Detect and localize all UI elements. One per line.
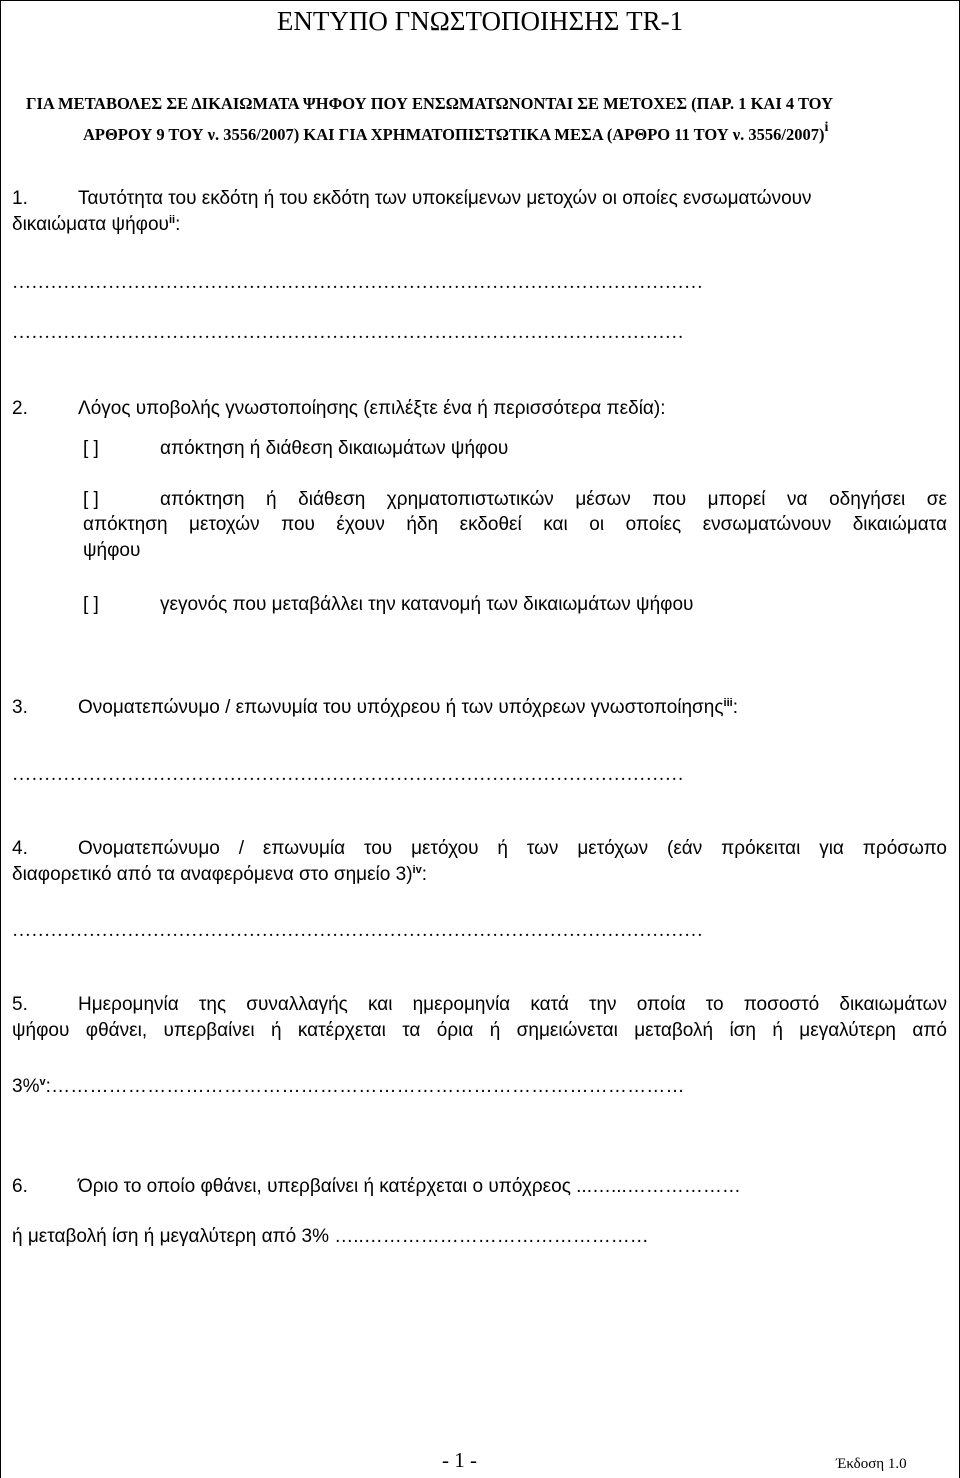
section-1-line1	[12, 188, 812, 210]
section-5-threshold: 3%	[12, 1076, 40, 1097]
section-1-line2	[12, 214, 180, 236]
section-1-fill-line1[interactable]: ………………………………………………………………………………………………	[12, 272, 704, 293]
option-1-label: απόκτηση ή διάθεση δικαιωμάτων ψήφου	[160, 438, 509, 459]
section-2-heading	[12, 398, 666, 420]
form-subtitle-line1: ΓΙΑ ΜΕΤΑΒΟΛΕΣ ΣΕ ΔΙΚΑΙΩΜΑΤΑ ΨΗΦΟΥ ΠΟΥ ΕΝΣΩΜΑΤΩΝΟΝΤΑΙ ΣΕ ΜΕΤΟΧΕΣ (ΠΑΡ. 1 ΚΑΙ 4 ΤΟΥ	[26, 94, 833, 113]
checkbox-option-3[interactable]: [ ]	[83, 594, 99, 615]
section-3-colon: :	[732, 697, 738, 718]
section-5-line1	[12, 994, 947, 1016]
section-4-fill-line[interactable]: ………………………………………………………………………………………………	[12, 920, 704, 941]
option-3-label: γεγονός που μεταβάλλει την κατανομή των δικαιωμάτων ψήφου	[160, 594, 694, 615]
endnote-ref-iv: iv	[412, 864, 422, 876]
section-3-number: 3.	[12, 697, 28, 718]
section-6-line1	[12, 1176, 741, 1198]
section-5-line2: ψήφου φθάνει, υπερβαίνει ή κατέρχεται τα όρια ή σημειώνεται μεταβολή ίση ή μεγαλύτερη από	[12, 1020, 947, 1041]
section-3-heading	[12, 697, 738, 719]
section-4-line2	[12, 864, 427, 886]
section-1-text-cont: δικαιώματα ψήφου	[12, 214, 169, 235]
section-4-text-cont: διαφορετικό από τα αναφερόμενα στο σημείο 3)	[12, 864, 413, 885]
section-1-number: 1.	[12, 188, 28, 209]
section-4-number: 4.	[12, 838, 28, 859]
endnote-ref-ii: ii	[168, 214, 176, 226]
form-subtitle-line2	[83, 120, 829, 145]
version-label: Έκδοση 1.0	[836, 1456, 907, 1472]
option-2-label-line1: απόκτηση ή διάθεση χρηματοπιστωτικών μέσων που μπορεί να οδηγήσει σε	[160, 489, 947, 510]
checkbox-option-2[interactable]: [ ]	[83, 489, 99, 510]
endnote-ref-iii: iii	[723, 697, 733, 709]
page-number: - 1 -	[442, 1448, 477, 1472]
section-3-text: Ονοματεπώνυμο / επωνυμία του υπόχρεου ή των υπόχρεων γνωστοποίησης	[78, 697, 724, 718]
option-2-label-line2: απόκτηση μετοχών που έχουν ήδη εκδοθεί και οι οποίες ενσωματώνουν δικαιώματα	[83, 514, 947, 535]
section-6-text[interactable]: Όριο το οποίο φθάνει, υπερβαίνει ή κατέρχεται ο υπόχρεος ...…...………………	[78, 1176, 741, 1197]
section-5-text: Ημερομηνία της συναλλαγής και ημερομηνία κατά την οποία το ποσοστό δικαιωμάτων	[78, 994, 947, 1015]
endnote-ref-v: v	[39, 1076, 46, 1088]
option-2-label-line3: ψήφου	[83, 540, 141, 561]
subtitle-text: ΑΡΘΡΟΥ 9 ΤΟΥ ν. 3556/2007) ΚΑΙ ΓΙΑ ΧΡΗΜΑΤΟΠΙΣΤΩΤΙΚΑ ΜΕΣΑ (ΑΡΘΡΟ 11 ΤΟΥ ν. 3556/2007)	[83, 125, 825, 144]
form-title: ΕΝΤΥΠΟ ΓΝΩΣΤΟΠΟΙΗΣΗΣ TR-1	[276, 6, 684, 36]
section-1-fill-line2[interactable]: ……………………………………………………………………………………………	[12, 322, 684, 343]
section-2-number: 2.	[12, 398, 28, 419]
section-6-number: 6.	[12, 1176, 28, 1197]
section-4-line1	[12, 838, 947, 860]
section-4-colon: :	[421, 864, 427, 885]
section-5-fill-line[interactable]: :………………………………………………………………………………………	[45, 1076, 685, 1097]
section-2-text: Λόγος υποβολής γνωστοποίησης (επιλέξτε ένα ή περισσότερα πεδία):	[78, 398, 666, 419]
section-1-text: Ταυτότητα του εκδότη ή του εκδότη των υποκείμενων μετοχών οι οποίες ενσωματώνουν	[78, 188, 812, 209]
section-6-line2[interactable]: ή μεταβολή ίση ή μεγαλύτερη από 3% …..………………………………………	[12, 1226, 649, 1247]
section-4-text: Ονοματεπώνυμο / επωνυμία του μετόχου ή των μετόχων (εάν πρόκειται για πρόσωπο	[78, 838, 947, 859]
section-1-colon: :	[175, 214, 181, 235]
checkbox-option-1[interactable]: [ ]	[83, 438, 99, 459]
section-5-number: 5.	[12, 994, 28, 1015]
endnote-ref-i: i	[824, 120, 829, 135]
section-5-line3	[12, 1076, 685, 1098]
section-3-fill-line[interactable]: ……………………………………………………………………………………………	[12, 764, 684, 785]
